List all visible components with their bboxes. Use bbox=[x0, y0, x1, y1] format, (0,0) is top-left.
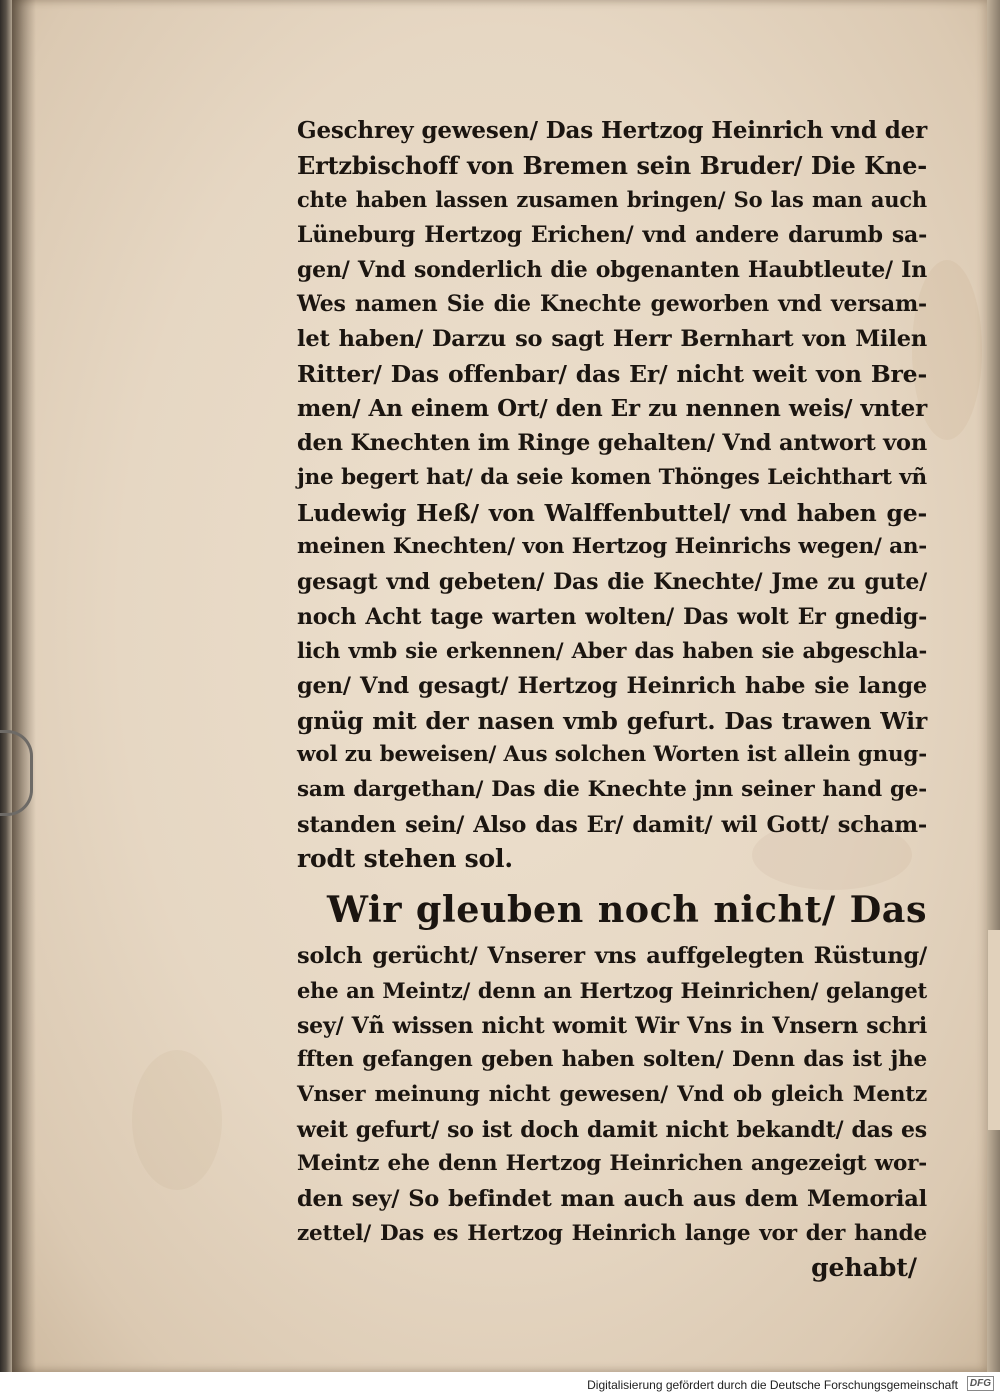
text-line: gen/ Vnd gesagt/ Hertzog Heinrich habe sie lange bbox=[297, 673, 927, 699]
text-line: men/ An einem Ort/ den Er zu nennen weis/ vnter bbox=[297, 394, 927, 422]
footer-bar bbox=[0, 1372, 1000, 1395]
text-line: gnüg mit der nasen vmb gefurt. Das trawen Wir bbox=[297, 706, 927, 735]
text-line: gen/ Vnd sonderlich die obgenanten Haubtleute/ In bbox=[297, 256, 927, 283]
text-block bbox=[297, 114, 927, 1285]
text-line: sam dargethan/ Das die Knechte jnn seiner hand ge- bbox=[297, 777, 927, 803]
text-line: Meintz ehe denn Hertzog Heinrichen angezeigt wor- bbox=[297, 1151, 927, 1177]
text-line: lich vmb sie erkennen/ Aber das haben sie abgeschla- bbox=[297, 638, 927, 664]
text-line: wol zu beweisen/ Aus solchen Worten ist allein gnug- bbox=[297, 742, 927, 768]
text-line: Wes namen Sie die Knechte geworben vnd versam- bbox=[297, 291, 927, 318]
text-line: chte haben lassen zusamen bringen/ So las man auch bbox=[297, 187, 927, 213]
dfg-logo: DFG bbox=[967, 1376, 994, 1391]
text-line: den sey/ So befindet man auch aus dem Memorial bbox=[297, 1185, 927, 1212]
paper-stain bbox=[132, 1050, 222, 1190]
text-line: jne begert hat/ da seie komen Thönges Leichthart vñ bbox=[297, 464, 927, 490]
text-line: ehe an Meintz/ denn an Hertzog Heinrichen/ gelanget bbox=[297, 977, 927, 1003]
text-line: Ludewig Heß/ von Walffenbuttel/ vnd haben ge- bbox=[297, 498, 927, 527]
text-line: Lüneburg Hertzog Erichen/ vnd andere darumb sa- bbox=[297, 222, 927, 249]
text-line: rodt stehen sol. bbox=[297, 844, 513, 874]
text-line: weit gefurt/ so ist doch damit nicht bekandt/ das es bbox=[297, 1116, 927, 1143]
section-heading: Wir gleuben noch nicht/ Das bbox=[327, 888, 927, 932]
text-line: standen sein/ Also das Er/ damit/ wil Gott/ scham- bbox=[297, 811, 927, 838]
text-line: noch Acht tage warten wolten/ Das wolt Er gnedig- bbox=[297, 603, 927, 630]
funding-credit: Digitalisierung gefördert durch die Deutsche Forschungsgemeinschaft bbox=[587, 1378, 958, 1392]
text-line: zettel/ Das es Hertzog Heinrich lange vor der hande bbox=[297, 1220, 927, 1246]
book-clasp bbox=[0, 730, 33, 816]
text-line: fften gefangen geben haben solten/ Denn das ist jhe bbox=[297, 1047, 927, 1073]
text-line: sey/ Vñ wissen nicht womit Wir Vns in Vnsern schri bbox=[297, 1012, 927, 1039]
text-line: den Knechten im Ringe gehalten/ Vnd antwort von bbox=[297, 430, 927, 457]
text-line: Ritter/ Das offenbar/ das Er/ nicht weit von Bre- bbox=[297, 359, 927, 388]
text-line: let haben/ Darzu so sagt Herr Bernhart von Milen bbox=[297, 326, 927, 353]
text-line: solch gerücht/ Vnserer vns auffgelegten Rüstung/ bbox=[297, 943, 927, 970]
text-line: gesagt vnd gebeten/ Das die Knechte/ Jme zu gute/ bbox=[297, 568, 927, 595]
text-line: Ertzbischoff von Bremen sein Bruder/ Die Kne- bbox=[297, 150, 927, 180]
binding-shadow bbox=[12, 0, 36, 1372]
text-line: Geschrey gewesen/ Das Hertzog Heinrich vnd der bbox=[297, 117, 927, 144]
catchword: gehabt/ bbox=[811, 1253, 917, 1283]
adjacent-page-edge bbox=[988, 930, 1000, 1130]
text-line: meinen Knechten/ von Hertzog Heinrichs wegen/ an- bbox=[297, 534, 927, 560]
book-page bbox=[12, 0, 987, 1372]
text-line: Vnser meinung nicht gewesen/ Vnd ob gleich Mentz bbox=[297, 1081, 927, 1107]
